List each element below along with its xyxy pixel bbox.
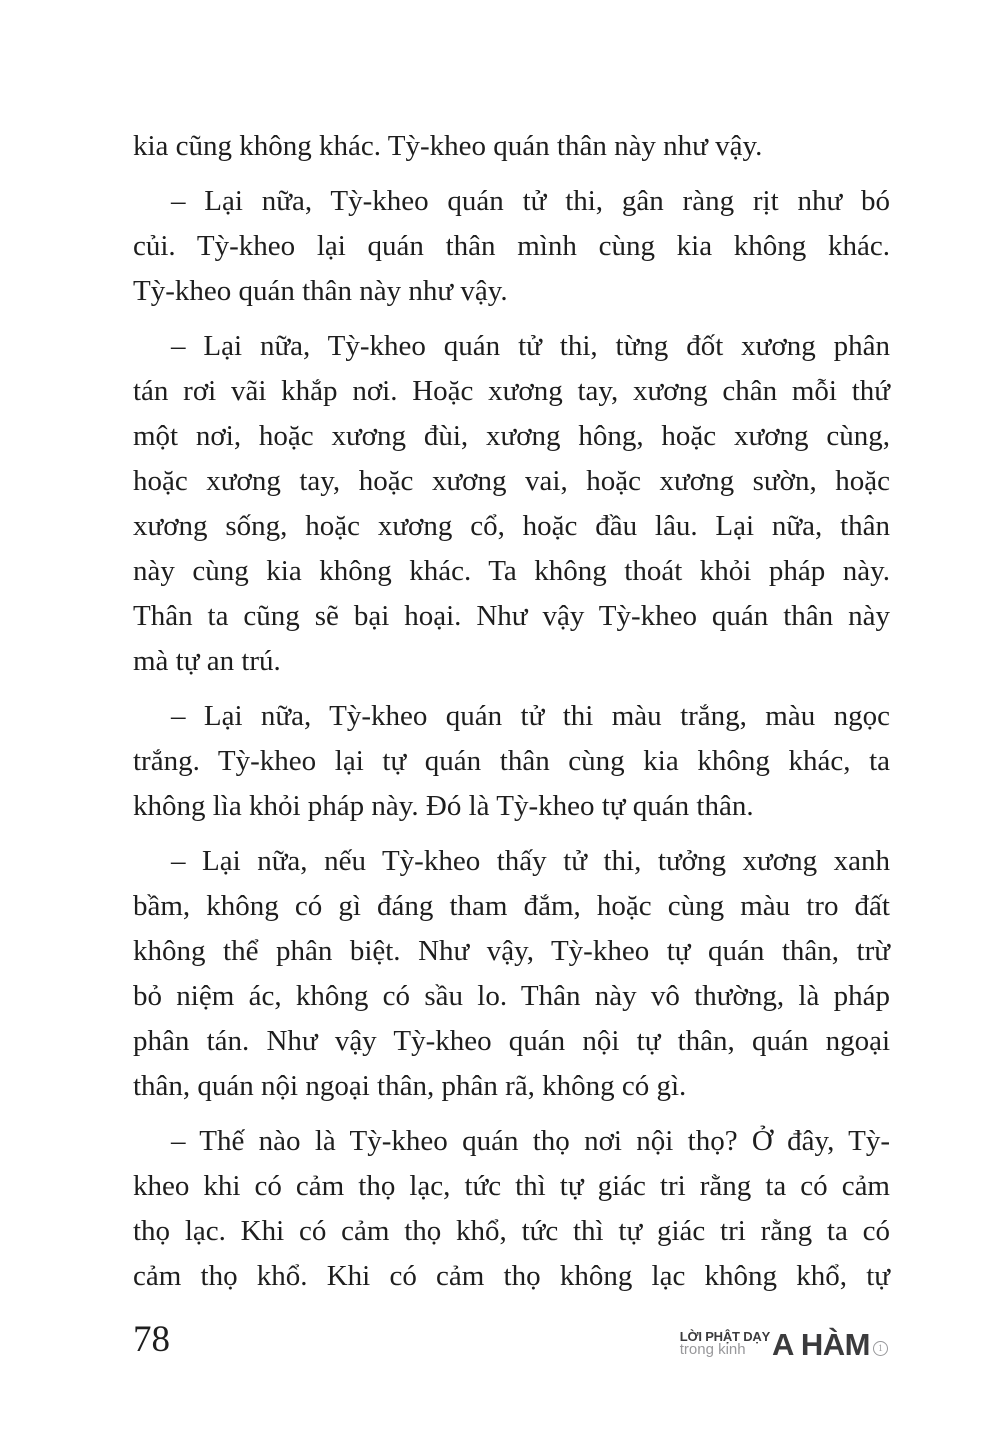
paragraph	[133, 694, 890, 829]
text-line: bỏ niệm ác, không có sầu lo. Thân này vô thường, là pháp	[133, 980, 890, 1012]
paragraph	[133, 1119, 890, 1299]
text-line: hoặc xương tay, hoặc xương vai, hoặc xương sườn, hoặc	[133, 465, 890, 497]
text-line: Tỳ-kheo quán thân này như vậy.	[133, 275, 508, 307]
paragraph	[133, 839, 890, 1109]
text-line: kia cũng không khác. Tỳ-kheo quán thân này như vậy.	[133, 130, 763, 162]
text-line: kheo khi có cảm thọ lạc, tức thì tự giác tri rằng ta có cảm	[133, 1170, 890, 1202]
text-line: – Lại nữa, nếu Tỳ-kheo thấy tử thi, tưởng xương xanh	[171, 845, 890, 877]
text-line: tán rơi vãi khắp nơi. Hoặc xương tay, xương chân mỗi thứ	[133, 375, 890, 407]
text-line: củi. Tỳ-kheo lại quán thân mình cùng kia không khác.	[133, 230, 890, 262]
logo-tagline-bottom: trong kinh	[679, 1341, 746, 1358]
text-line: xương sống, hoặc xương cổ, hoặc đầu lâu. Lại nữa, thân	[133, 510, 890, 542]
text-line: trắng. Tỳ-kheo lại tự quán thân cùng kia không khác, ta	[133, 745, 890, 777]
text-line: – Lại nữa, Tỳ-kheo quán tử thi, gân ràng rịt như bó	[171, 185, 890, 217]
paragraph	[133, 124, 890, 169]
publisher-logo	[679, 1327, 888, 1362]
text-line: – Lại nữa, Tỳ-kheo quán tử thi màu trắng, màu ngọc	[171, 700, 890, 732]
logo-tagline-top: LỜI PHẬT DẠY	[679, 1329, 771, 1344]
text-line: không lìa khỏi pháp này. Đó là Tỳ-kheo tự quán thân.	[133, 790, 754, 822]
text-line: này cùng kia không khác. Ta không thoát khỏi pháp này.	[133, 555, 890, 587]
text-line: – Lại nữa, Tỳ-kheo quán tử thi, từng đốt xương phân	[171, 330, 890, 362]
page-number: 78	[133, 1319, 170, 1360]
paragraph	[133, 179, 890, 314]
text-line: Thân ta cũng sẽ bại hoại. Như vậy Tỳ-kheo quán thân này	[133, 600, 890, 632]
text-line: bầm, không có gì đáng tham đắm, hoặc cùng màu tro đất	[133, 890, 890, 922]
text-line: mà tự an trú.	[133, 645, 281, 677]
text-line: thọ lạc. Khi có cảm thọ khổ, tức thì tự giác tri rằng ta có	[133, 1215, 890, 1247]
text-line: không thể phân biệt. Như vậy, Tỳ-kheo tự quán thân, trừ	[133, 935, 890, 967]
text-line: phân tán. Như vậy Tỳ-kheo quán nội tự thân, quán ngoại	[133, 1025, 890, 1057]
logo-taglines	[680, 1330, 770, 1357]
body-text	[133, 124, 890, 1299]
text-line: – Thế nào là Tỳ-kheo quán thọ nơi nội thọ? Ở đây, Tỳ-	[171, 1125, 890, 1157]
circled-number-icon: 1	[873, 1341, 888, 1356]
paragraph	[133, 324, 890, 684]
text-line: một nơi, hoặc xương đùi, xương hông, hoặc xương cùng,	[133, 420, 890, 452]
text-line: thân, quán nội ngoại thân, phân rã, không có gì.	[133, 1070, 687, 1102]
logo-title: A HÀM	[772, 1327, 870, 1362]
text-line: cảm thọ khổ. Khi có cảm thọ không lạc không khổ, tự	[133, 1260, 890, 1292]
